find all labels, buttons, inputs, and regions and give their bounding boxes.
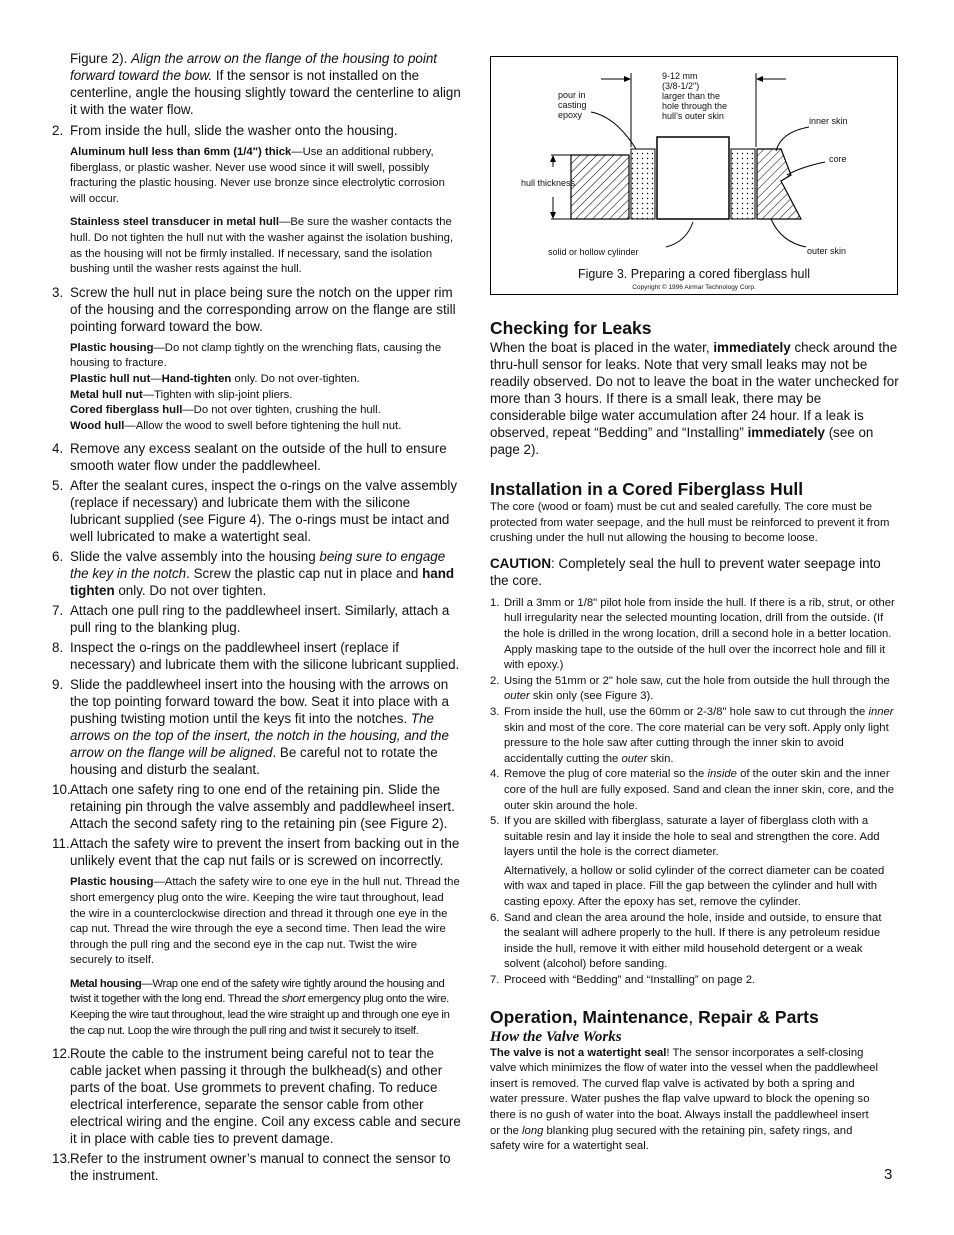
- plastic-housing-wire-note: [70, 875, 462, 969]
- figure-copyright: Copyright © 1996 Airmar Technology Corp.: [632, 284, 756, 291]
- note-emphasis: Hand-tighten: [161, 372, 232, 385]
- step-13: [52, 1150, 462, 1184]
- text: When the boat is placed in the water,: [490, 340, 714, 355]
- step-text: After the sealant cures, inspect the o-rings on the valve assembly (replace if necessary) and lubricate them with the silicone lubricant supplied (see Figure 4). The o-rings must be intact and well lubricated to make a watertight seal.: [70, 478, 458, 545]
- cored-steps: [490, 596, 900, 989]
- step-number: 4.: [490, 768, 500, 781]
- step-number: 5.: [52, 478, 64, 494]
- step-number: 6.: [52, 549, 64, 565]
- note-label: Stainless steel transducer in metal hull: [70, 216, 280, 229]
- intro-text-a: Figure 2).: [70, 51, 132, 66]
- text: blanking plug secured with the retaining pin, safety rings, and safety wire for a watertight seal.: [490, 1124, 853, 1153]
- cored-step-7: [490, 973, 900, 989]
- label-dimension: 9-12 mm (3/8-1/2") larger than the hole through the hull’s outer skin: [662, 71, 728, 121]
- installation-steps: [52, 122, 462, 1184]
- step-number: 12.: [52, 1046, 71, 1062]
- step-text: Slide the valve assembly into the housing: [70, 549, 320, 565]
- step-text-bold: hand tighten: [70, 566, 455, 599]
- step-text: Remove any excess sealant on the outside of the hull to ensure smooth water flow under the paddlewheel.: [70, 441, 447, 474]
- hull-thickness-arrowhead-up: [550, 155, 556, 162]
- note-label: Wood hull: [70, 419, 125, 432]
- step-text: If you are skilled with fiberglass, saturate a layer of fiberglass cloth with a suitable resin and lay it inside the hole to seal and strengthen the core. Add layers until the hole is the correct diameter.: [504, 815, 880, 859]
- intro-text-c: If the sensor is not installed on the centerline, angle the housing slightly toward the centerline to align it with the water flow.: [70, 68, 461, 117]
- step-5-alternative: Alternatively, a hollow or solid cylinder of the correct diameter can be coated with wax and taped in place. Fill the gap between the cylinder and hull with casting epoxy. After the epoxy has set, remove the cylinder.: [504, 864, 885, 909]
- hull-thickness-arrowhead-down: [550, 212, 556, 219]
- step-text: . Be careful not to rotate the housing and disturb the sealant.: [70, 745, 438, 778]
- step-text: Slide the paddlewheel insert into the housing with the arrows on the top pointing forward toward the bow. Seat it into place with a pushing twisting motion until the keys fit into the notches.: [70, 677, 449, 727]
- heading-comma: ,: [688, 1006, 699, 1027]
- note-dash: —: [150, 372, 162, 385]
- leaks-section: [490, 317, 900, 458]
- step-12: [52, 1045, 462, 1147]
- step-text: Inspect the o-rings on the paddlewheel insert (replace if necessary) and lubricate them with the silicone lubricant supplied.: [70, 640, 460, 673]
- plastic-housing-note: [70, 341, 462, 372]
- left-column: [52, 50, 462, 1187]
- note-text: —Use an additional rubbery, fiberglass, or plastic washer. Never use wood since it will swell, possibly fracturing the plastic housing. Never use bronze since electrolytic corrosion will occur.: [70, 146, 445, 205]
- step-text: skin and most of the core. The core material can be very soft. Apply only light pressure to the hole saw after cutting through the inner skin to avoid accidentally cutting the: [504, 721, 889, 765]
- step-text: . Screw the plastic cap nut in place and: [186, 566, 423, 582]
- dimension-arrowhead-left: [624, 76, 631, 82]
- note-text: —Attach the safety wire to one eye in the hull nut. Thread the short emergency plug onto the wire. Keeping the wire taut throughout, lead the wire in a counterclockwise direction and thread it through one eye in the cap nut. Thread the wire through the eye a second time. Then lead the wire through the pull ring and the second eye in the cap nut. Twist the wire securely to itself.: [70, 876, 460, 967]
- outer-skin-leader: [771, 219, 806, 247]
- step-number: 2.: [490, 674, 500, 687]
- step-text: Proceed with “Bedding” and “Installing” on page 2.: [504, 974, 756, 987]
- caution-label: CAUTION: [490, 555, 551, 571]
- note-text: —Do not clamp tightly on the wrenching flats, causing the housing to fracture.: [70, 341, 442, 370]
- step-2-notes: [70, 145, 462, 278]
- label-core: core: [829, 154, 847, 164]
- text-bold: immediately: [747, 425, 825, 440]
- cored-step-6: [490, 911, 900, 973]
- inner-skin-leader: [776, 127, 809, 151]
- step-number: 6.: [490, 911, 500, 924]
- left-epoxy-fill: [631, 149, 655, 219]
- cylinder: [657, 137, 729, 219]
- caution-paragraph: [490, 555, 900, 589]
- step-number: 2.: [52, 123, 64, 138]
- step-text: Drill a 3mm or 1/8" pilot hole from inside the hull. If there is a rib, strut, or other hull irregularity near the selected mounting location, drill from the outside. (If the hole is drilled in the wrong location, drill a second hole in a better location. Apply masking tape to the outside of the hull over the incorrect hole and fill it with epoxy.): [504, 596, 895, 672]
- text-bold: The valve is not a watertight seal: [490, 1046, 667, 1059]
- step-text: skin.: [647, 752, 674, 765]
- step-text-emphasis: The arrows on the top of the insert, the notch in the housing, and the arrow on the flange will be aligned: [70, 711, 449, 761]
- note-text: —Tighten with slip-joint pliers.: [142, 388, 293, 401]
- step-text: From inside the hull, use the 60mm or 2-3/8" hole saw to cut through the: [504, 705, 869, 718]
- step-text-emphasis: being sure to engage the key in the notch: [70, 549, 446, 582]
- step-number: 1.: [490, 596, 500, 609]
- stainless-steel-note: [70, 215, 462, 277]
- step-text: Attach one safety ring to one end of the retaining pin. Slide the retaining pin through the valve assembly and paddlewheel insert. Attach the second safety ring to the retaining pin (see Figure 2).: [70, 782, 455, 832]
- text-emphasis: long: [522, 1124, 544, 1137]
- step-text-emphasis: inner: [868, 705, 894, 718]
- step-text: skin only (see Figure 3).: [529, 690, 654, 703]
- text: ! The sensor incorporates a self-closing valve which minimizes the flow of water into the vessel when the paddlewheel insert is removed. The curved flap valve is activated by both a spring and water pressure. Water pushes the flap valve upward to block the opening so there is no gush of water into the boat. Always install the paddlewheel insert or the: [490, 1046, 879, 1137]
- step-8: [52, 639, 462, 673]
- note-text: emergency plug onto the wire. Keeping the wire taut throughout, lead the wire straight up and through one eye in the cap nut. Loop the wire through the pull ring and twist it securely to itself.: [70, 993, 450, 1037]
- caution-text: : Completely seal the hull to prevent water seepage into the core.: [490, 555, 881, 588]
- cored-step-2: [490, 674, 900, 705]
- step-text: Screw the hull nut in place being sure the notch on the upper rim of the housing and the corresponding arrow on the flange are still pointing forward toward the bow.: [70, 284, 456, 334]
- core-leader: [787, 162, 825, 175]
- step-2: [52, 122, 462, 278]
- operation-heading: [490, 1006, 900, 1028]
- step-3: [52, 284, 462, 435]
- label-outer-skin: outer skin: [807, 246, 847, 256]
- leaks-paragraph: [490, 339, 900, 458]
- step-text: only. Do not over tighten.: [114, 583, 267, 599]
- step-text: Route the cable to the instrument being careful not to tear the cable jacket when passing it through the bulkhead(s) and other parts of the boat. Use grommets to prevent chafing. To reduce electrical interference, separate the sensor cable from other electrical wiring and the engine. Coil any excess cable and secure it in place with cable ties to prevent damage.: [70, 1046, 461, 1147]
- step-6: [52, 548, 462, 599]
- heading-part: Operation, Maintenance: [490, 1006, 689, 1027]
- step-number: 3.: [52, 284, 64, 300]
- metal-housing-wire-note: [70, 977, 462, 1039]
- note-text: —Be sure the washer contacts the hull. Do not tighten the hull nut with the washer against the isolation bushing, as the housing will not be firmly installed. If necessary, sand the isolation bushing until the washer rests against the hull.: [70, 216, 454, 276]
- step-text: From inside the hull, slide the washer onto the housing.: [70, 123, 398, 138]
- aluminum-hull-note: [70, 145, 462, 207]
- step-text: Using the 51mm or 2" hole saw, cut the hole from outside the hull through the: [504, 674, 890, 687]
- cored-step-4: [490, 767, 900, 814]
- label-solid-cylinder: solid or hollow cylinder: [548, 247, 639, 257]
- right-epoxy-fill: [731, 149, 755, 219]
- step-5: [52, 477, 462, 545]
- step-number: 9.: [52, 677, 64, 693]
- figure-caption: Figure 3. Preparing a cored fiberglass hull: [577, 267, 811, 281]
- step-10: [52, 781, 462, 832]
- solid-leader: [666, 222, 693, 247]
- step-text: Attach the safety wire to prevent the insert from backing out in the unlikely event that the cap nut fails or is screwed on incorrectly.: [70, 836, 460, 869]
- note-label: Plastic hull nut: [70, 372, 151, 385]
- plastic-hull-nut-note: [70, 372, 462, 388]
- cored-step-5: [490, 814, 900, 911]
- pour-leader: [591, 112, 636, 149]
- step-text: Refer to the instrument owner’s manual to connect the sensor to the instrument.: [70, 1151, 451, 1184]
- step-number: 5.: [490, 815, 500, 828]
- figure-3: [490, 56, 898, 295]
- right-column: [490, 50, 900, 1155]
- left-hull-section: [571, 155, 629, 219]
- dimension-arrowhead-right: [756, 76, 763, 82]
- label-pour-epoxy: pour in casting epoxy: [558, 90, 587, 120]
- step-3-notes: [70, 341, 462, 435]
- step-text-emphasis: outer: [504, 690, 530, 703]
- note-emphasis: short: [281, 993, 305, 1006]
- note-label: Plastic housing: [70, 341, 154, 354]
- intro-text-b: Align the arrow on the flange of the housing to point forward toward the bow.: [70, 51, 437, 83]
- step-4: [52, 440, 462, 474]
- heading-part: Repair & Parts: [698, 1006, 819, 1027]
- step-number: 4.: [52, 441, 64, 457]
- note-text: —Wrap one end of the safety wire tightly around the housing and twist it together with the long end. Thread the: [70, 977, 445, 1006]
- step-9: [52, 676, 462, 778]
- cored-step-1: [490, 596, 900, 674]
- note-label: Aluminum hull less than 6mm (1/4") thick: [70, 146, 292, 158]
- step-number: 13.: [52, 1151, 71, 1167]
- text: (see on page 2).: [490, 425, 874, 457]
- label-hull-thickness: hull thickness: [521, 178, 576, 188]
- page-number: 3: [884, 1166, 893, 1183]
- note-text: —Allow the wood to swell before tightening the hull nut.: [124, 419, 402, 432]
- step-text: Sand and clean the area around the hole, inside and outside, to ensure that the sealant will adhere properly to the hull. If there is any petroleum residue inside the hull, remove it with either mild household detergent or a weak solvent (alcohol) before sanding.: [504, 911, 882, 971]
- intro-paragraph: [52, 50, 462, 118]
- right-hull-section: [757, 149, 801, 219]
- step-number: 7.: [490, 974, 500, 987]
- valve-paragraph: [490, 1046, 900, 1155]
- step-text: Remove the plug of core material so the: [504, 768, 708, 781]
- cored-fiberglass-note: [70, 403, 462, 419]
- note-label: Metal hull nut: [70, 388, 143, 401]
- step-number: 11.: [52, 836, 70, 852]
- valve-subheading: How the Valve Works: [490, 1028, 622, 1045]
- step-number: 7.: [52, 603, 64, 619]
- leaks-heading: Checking for Leaks: [490, 318, 652, 338]
- note-label: Plastic housing: [70, 876, 154, 889]
- operation-section: [490, 1006, 900, 1155]
- wood-hull-note: [70, 419, 462, 435]
- step-11: [52, 835, 462, 1039]
- step-text-emphasis: outer: [621, 752, 648, 765]
- cored-step-3: [490, 705, 900, 767]
- cored-section: [490, 478, 900, 989]
- note-label: Cored fiberglass hull: [70, 404, 183, 417]
- text-bold: immediately: [713, 340, 791, 355]
- step-text-emphasis: inside: [707, 768, 737, 781]
- text: check around the thru-hull sensor for leaks. Note that very small leaks may not be readily observed. Do not to leave the boat in the water unchecked for more than 3 hours. If there is a small leak, there may be considerable bilge water accumulation after 24 hour. If a leak is observed, repeat “Bedding” and “Installing”: [490, 340, 899, 440]
- note-label: Metal housing: [70, 977, 142, 990]
- step-text: of the outer skin and the inner core of the hull are fully exposed. Sand and clean the inner skin, core, and the outer skin around the hole.: [504, 768, 894, 812]
- label-inner-skin: inner skin: [809, 116, 848, 126]
- metal-hull-nut-note: [70, 388, 462, 404]
- step-text: Attach one pull ring to the paddlewheel insert. Similarly, attach a pull ring to the blanking plug.: [70, 603, 450, 636]
- cored-heading: Installation in a Cored Fiberglass Hull: [490, 479, 804, 499]
- note-text: only. Do not over-tighten.: [231, 372, 360, 385]
- step-7: [52, 602, 462, 636]
- step-11-notes: [70, 875, 462, 1039]
- step-number: 3.: [490, 705, 500, 718]
- step-number: 8.: [52, 640, 64, 656]
- step-number: 10.: [52, 782, 71, 798]
- cored-intro: The core (wood or foam) must be cut and sealed carefully. The core must be protected from water seepage, and the hull must be reinforced to prevent it from crushing under the hull nut allowing the housing to become loose.: [490, 501, 890, 545]
- note-text: —Do not over tighten, crushing the hull.: [182, 404, 381, 417]
